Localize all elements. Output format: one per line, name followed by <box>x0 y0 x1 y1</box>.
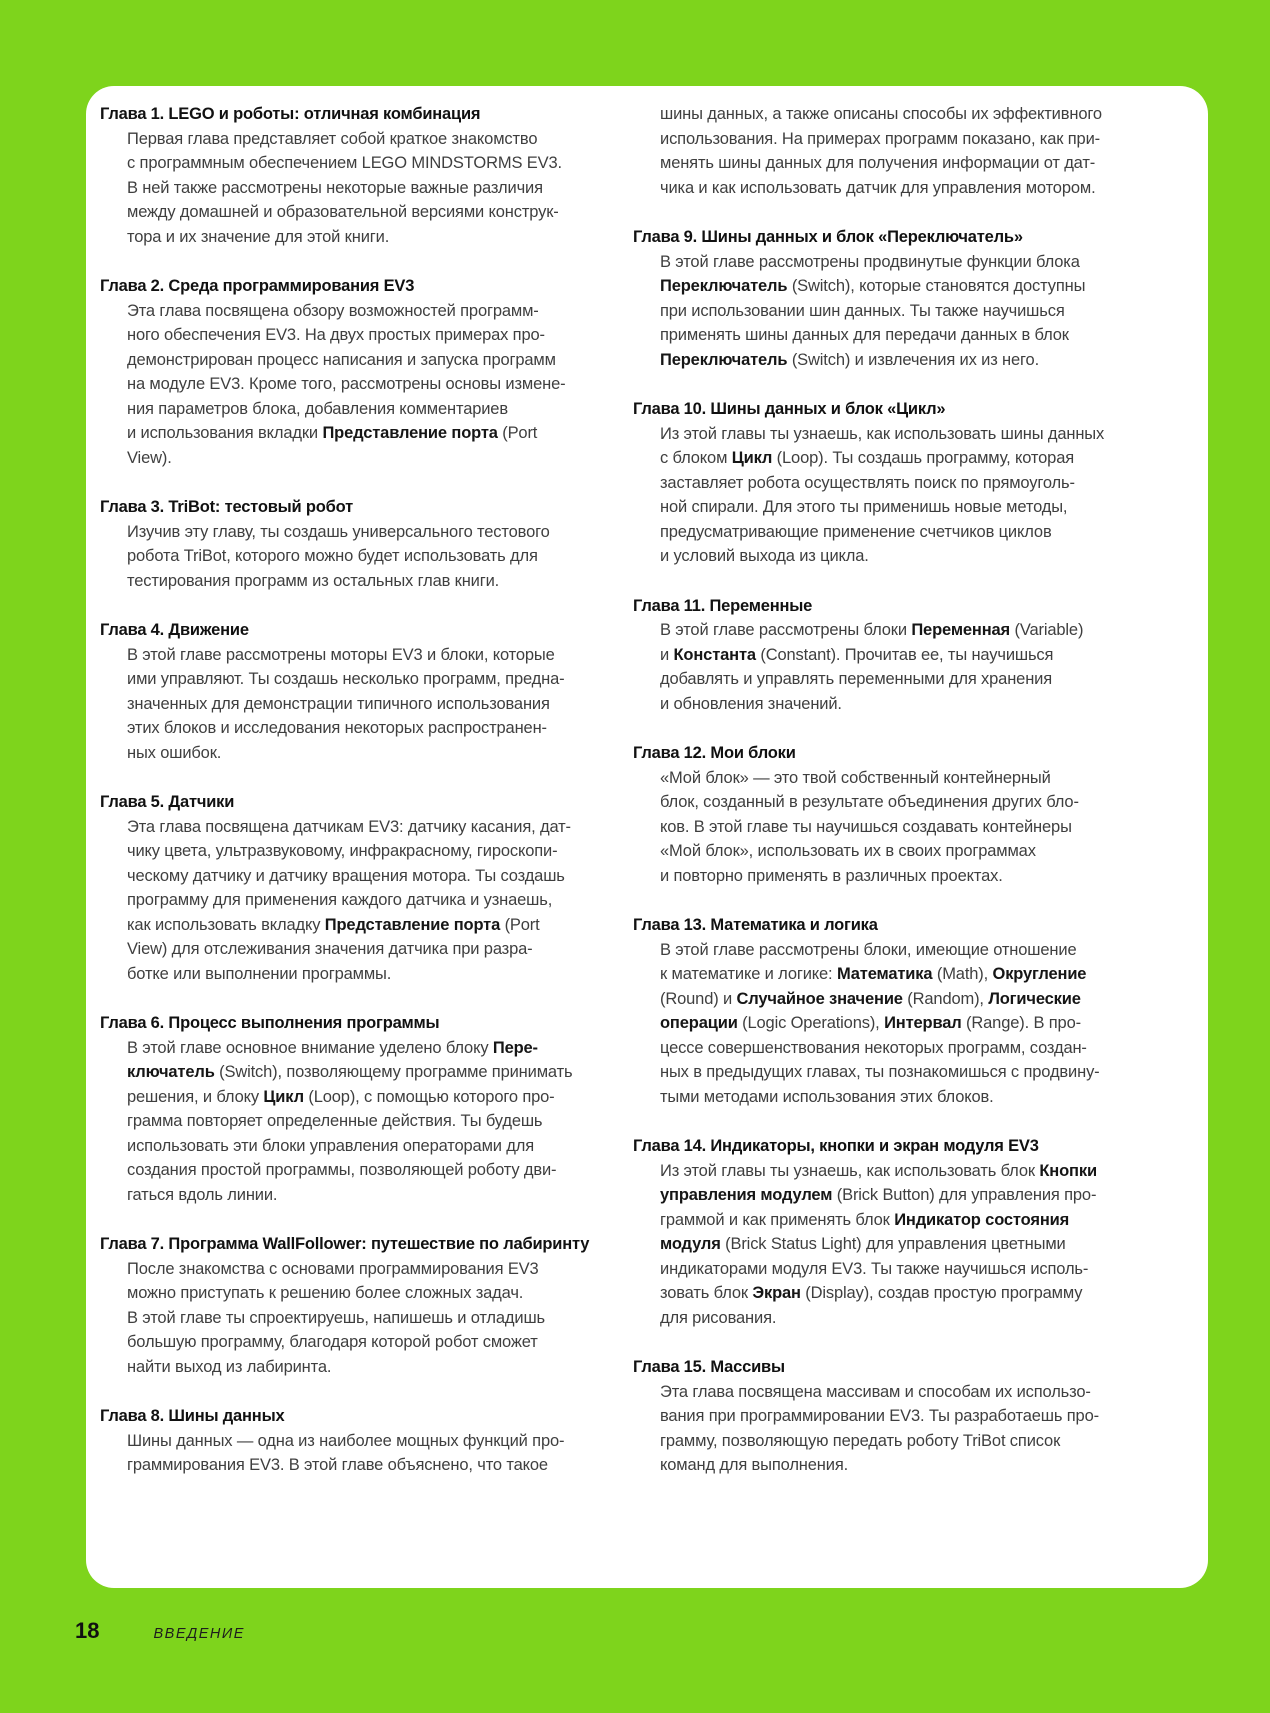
body-line: View). <box>127 448 172 467</box>
body-line: В этой главе рассмотрены моторы EV3 и блоки, которые <box>127 645 555 664</box>
chapter-section <box>100 790 605 986</box>
chapter-body <box>127 299 605 471</box>
body-line: демонстрирован процесс написания и запуска программ <box>127 350 556 369</box>
body-line: команд для выполнения. <box>660 1456 849 1474</box>
chapter-heading: Глава 2. Среда программирования EV3 <box>100 277 415 295</box>
body-line: применять шины данных для передачи данных в блок <box>660 326 1069 344</box>
body-line: и Константа (Constant). Прочитав ее, ты научишься <box>660 645 1054 664</box>
body-line: как использовать вкладку Представление порта (Port <box>127 915 540 934</box>
body-line: ного обеспечения EV3. На двух простых примерах про- <box>127 326 545 344</box>
chapter-body <box>660 102 1193 200</box>
body-line: чика и как использовать датчик для управления мотором. <box>660 178 1096 197</box>
chapter-heading: Глава 8. Шины данных <box>100 1407 285 1425</box>
chapter-body <box>127 1036 605 1208</box>
chapter-section <box>633 225 1193 372</box>
chapter-section <box>633 1134 1193 1330</box>
body-line: этих блоков и исследования некоторых распространен- <box>127 719 547 737</box>
body-line: гаться вдоль линии. <box>127 1185 278 1204</box>
chapter-section <box>100 102 605 249</box>
chapter-body <box>127 1429 605 1478</box>
chapter-body <box>127 1257 605 1380</box>
body-line: граммой и как применять блок Индикатор состояния <box>660 1210 1070 1229</box>
body-line: индикаторами модуля EV3. Ты также научишься исполь- <box>660 1259 1089 1278</box>
body-line: В этой главе ты спроектируешь, напишешь и отладишь <box>127 1308 545 1327</box>
body-line: менять шины данных для получения информации от дат- <box>660 154 1096 172</box>
body-line: Из этой главы ты узнаешь, как использовать шины данных <box>660 424 1105 443</box>
chapter-body <box>660 1159 1193 1331</box>
chapter-section <box>100 1011 605 1207</box>
body-line: можно приступать к решению более сложных задач. <box>127 1284 524 1302</box>
chapter-heading: Глава 12. Мои блоки <box>633 744 796 762</box>
chapter-section <box>100 495 605 593</box>
body-line: Из этой главы ты узнаешь, как использовать блок Кнопки <box>660 1161 1097 1180</box>
body-line: ключатель (Switch), позволяющему программе принимать <box>127 1063 573 1081</box>
body-line: (Round) и Случайное значение (Random), Логические <box>660 989 1081 1008</box>
chapter-heading: Глава 10. Шины данных и блок «Цикл» <box>633 400 946 418</box>
body-line: тестирования программ из остальных глав книги. <box>127 571 500 590</box>
body-line: при использовании шин данных. Ты также научишься <box>660 301 1065 320</box>
left-column <box>100 102 605 1588</box>
body-line: Первая глава представляет собой краткое знакомство <box>127 129 538 148</box>
body-line: ния параметров блока, добавления комментариев <box>127 399 508 418</box>
chapter-continuation <box>633 102 1193 200</box>
body-line: ческому датчику и датчику вращения мотора. Ты создашь <box>127 866 565 885</box>
body-line: на модуле EV3. Кроме того, рассмотрены основы измене- <box>127 375 566 393</box>
body-line: View) для отслеживания значения датчика при разра- <box>127 940 533 958</box>
body-line: В этой главе основное внимание уделено блоку Пере- <box>127 1038 538 1057</box>
footer-section-label: ВВЕДЕНИЕ <box>153 1626 245 1642</box>
body-line: и использования вкладки Представление порта (Port <box>127 424 538 442</box>
chapter-heading: Глава 11. Переменные <box>633 596 813 615</box>
body-line: и повторно применять в различных проектах. <box>660 866 1003 885</box>
body-line: программу для применения каждого датчика и узнаешь, <box>127 891 553 909</box>
chapter-body <box>660 1380 1193 1478</box>
body-line: для рисования. <box>660 1308 777 1327</box>
body-line: чику цвета, ультразвуковому, инфракрасному, гироскопи- <box>127 842 558 860</box>
body-line: тора и их значение для этой книги. <box>127 227 390 246</box>
chapter-section <box>100 618 605 765</box>
body-line: вания при программировании EV3. Ты разработаешь про- <box>660 1407 1099 1425</box>
chapter-section <box>633 397 1193 569</box>
chapter-section <box>633 913 1193 1109</box>
body-line: В этой главе рассмотрены блоки Переменная (Variable) <box>660 621 1084 639</box>
chapter-body <box>660 618 1193 716</box>
body-line: большую программу, благодаря которой робот сможет <box>127 1333 538 1351</box>
chapter-heading: Глава 9. Шины данных и блок «Переключатель» <box>633 228 1023 246</box>
content-card <box>86 86 1208 1588</box>
chapter-heading: Глава 5. Датчики <box>100 793 235 811</box>
chapter-body <box>660 938 1193 1110</box>
right-column <box>633 102 1193 1588</box>
body-line: граммирования EV3. В этой главе объяснено, что такое <box>127 1456 548 1474</box>
body-line: «Мой блок», использовать их в своих программах <box>660 842 1036 860</box>
body-line: Эта глава посвящена массивам и способам их использо- <box>660 1382 1091 1401</box>
body-line: ботке или выполнении программы. <box>127 964 392 983</box>
chapter-heading: Глава 4. Движение <box>100 621 249 639</box>
body-line: использовать эти блоки управления операторами для <box>127 1136 535 1155</box>
body-line: значенных для демонстрации типичного использования <box>127 694 550 713</box>
body-line: Переключатель (Switch), которые становятся доступны <box>660 277 1086 295</box>
body-line: цессе совершенствования некоторых программ, создан- <box>660 1038 1087 1057</box>
chapter-heading: Глава 14. Индикаторы, кнопки и экран модуля EV3 <box>633 1137 1039 1155</box>
chapter-body <box>660 250 1193 373</box>
chapter-section <box>100 1404 605 1478</box>
chapter-heading: Глава 6. Процесс выполнения программы <box>100 1014 440 1032</box>
body-line: грамму, позволяющую передать роботу TriBot список <box>660 1431 1061 1450</box>
body-line: и условий выхода из цикла. <box>660 547 869 565</box>
body-line: ных в предыдущих главах, ты познакомишься с продвину- <box>660 1063 1100 1081</box>
body-line: предусматривающие применение счетчиков циклов <box>660 522 1052 541</box>
body-line: и обновления значений. <box>660 694 842 713</box>
chapter-body <box>660 766 1193 889</box>
body-line: между домашней и образовательной версиями конструк- <box>127 203 559 221</box>
body-line: блок, созданный в результате объединения других бло- <box>660 793 1079 811</box>
body-line: В этой главе рассмотрены блоки, имеющие отношение <box>660 940 1077 959</box>
body-line: тыми методами использования этих блоков. <box>660 1087 994 1106</box>
body-line: ими управляют. Ты создашь несколько программ, предна- <box>127 670 565 688</box>
chapter-body <box>127 520 605 594</box>
chapter-body <box>127 815 605 987</box>
body-line: добавлять и управлять переменными для хранения <box>660 670 1053 688</box>
body-line: зовать блок Экран (Display), создав простую программу <box>660 1284 1083 1302</box>
chapter-section <box>100 274 605 470</box>
body-line: В ней также рассмотрены некоторые важные различия <box>127 178 543 197</box>
chapter-heading: Глава 7. Программа WallFollower: путешествие по лабиринту <box>100 1235 590 1253</box>
body-line: заставляет робота осуществлять поиск по прямоуголь- <box>660 473 1075 492</box>
body-line: решения, и блоку Цикл (Loop), с помощью которого про- <box>127 1087 555 1106</box>
chapter-body <box>660 422 1193 569</box>
body-line: ной спирали. Для этого ты применишь новые методы, <box>660 498 1068 516</box>
chapter-heading: Глава 13. Математика и логика <box>633 916 878 934</box>
body-line: создания простой программы, позволяющей роботу дви- <box>127 1161 557 1179</box>
body-line: шины данных, а также описаны способы их эффективного <box>660 105 1102 123</box>
body-line: ных ошибок. <box>127 743 222 762</box>
body-line: найти выход из лабиринта. <box>127 1357 332 1376</box>
body-line: операции (Logic Operations), Интервал (Range). В про- <box>660 1014 1081 1032</box>
body-line: с блоком Цикл (Loop). Ты создашь программу, которая <box>660 449 1074 467</box>
chapter-heading: Глава 3. TriBot: тестовый робот <box>100 498 353 516</box>
body-line: робота TriBot, которого можно будет использовать для <box>127 547 538 565</box>
chapter-heading: Глава 1. LEGO и роботы: отличная комбинация <box>100 105 481 123</box>
body-line: Эта глава посвящена датчикам EV3: датчику касания, дат- <box>127 817 571 836</box>
page-footer <box>75 1618 245 1644</box>
chapter-section <box>633 1355 1193 1478</box>
page-number: 18 <box>75 1618 100 1643</box>
chapter-section <box>633 741 1193 888</box>
body-line: Изучив эту главу, ты создашь универсального тестового <box>127 522 550 541</box>
body-line: Переключатель (Switch) и извлечения их из него. <box>660 350 1040 369</box>
body-line: управления модулем (Brick Button) для управления про- <box>660 1186 1097 1204</box>
body-line: Шины данных — одна из наиболее мощных функций про- <box>127 1431 565 1450</box>
body-line: грамма повторяет определенные действия. Ты будешь <box>127 1112 543 1130</box>
body-line: модуля (Brick Status Light) для управления цветными <box>660 1235 1066 1253</box>
body-line: ков. В этой главе ты научишься создавать контейнеры <box>660 817 1072 836</box>
chapter-heading: Глава 15. Массивы <box>633 1358 785 1376</box>
body-line: с программным обеспечением LEGO MINDSTORMS EV3. <box>127 154 562 172</box>
body-line: В этой главе рассмотрены продвинутые функции блока <box>660 252 1080 271</box>
body-line: После знакомства с основами программирования EV3 <box>127 1259 539 1278</box>
chapter-body <box>127 127 605 250</box>
body-line: использования. На примерах программ показано, как при- <box>660 129 1100 148</box>
chapter-body <box>127 643 605 766</box>
chapter-section <box>100 1232 605 1379</box>
body-line: к математике и логике: Математика (Math), Округление <box>660 965 1087 983</box>
chapter-section <box>633 594 1193 717</box>
body-line: Эта глава посвящена обзору возможностей программ- <box>127 301 539 320</box>
body-line: «Мой блок» — это твой собственный контейнерный <box>660 768 1051 787</box>
